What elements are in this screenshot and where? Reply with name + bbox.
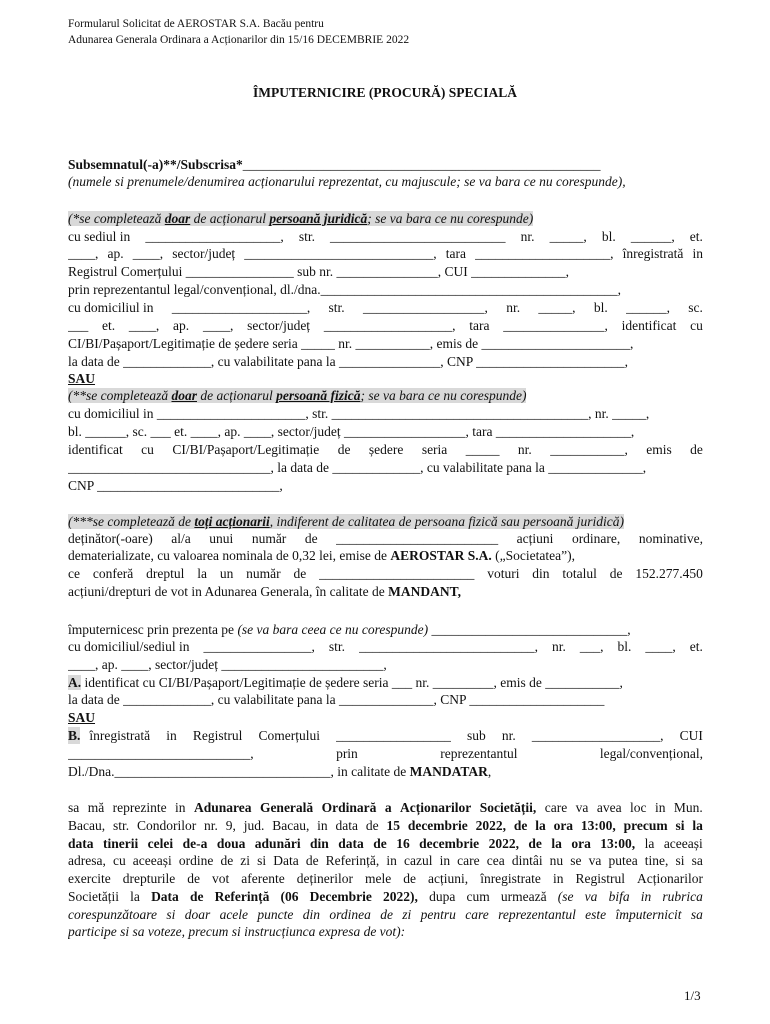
word: mele: [365, 871, 392, 886]
word: va: [584, 889, 598, 904]
word: la: [535, 818, 546, 833]
word: ____________________,: [145, 229, 284, 244]
word: deținător(-oare): [68, 531, 153, 546]
word: de: [373, 836, 387, 851]
word: et.: [689, 639, 703, 654]
word: jud.: [243, 818, 265, 833]
page-number: 1/3: [684, 988, 701, 1003]
word: urmează: [500, 889, 547, 904]
word: nr.: [501, 728, 516, 743]
word: cu domiciliul/sediul in: [68, 639, 190, 654]
word: aferente: [241, 871, 285, 886]
body-line-5: [68, 870, 703, 887]
word: de: [609, 566, 623, 581]
word: adresa,: [68, 853, 106, 868]
word: de: [337, 442, 351, 457]
word: Bacau,: [272, 818, 310, 833]
word: 2022),: [383, 889, 418, 904]
word: împuternicit: [615, 907, 682, 922]
word: aceeași: [132, 853, 172, 868]
word: corespunzătoare: [68, 907, 157, 922]
word: Decembrie: [309, 889, 372, 904]
fizica-line-1: cu domiciliul in ______________________, str. ______________________________________, nr. _____,: [68, 406, 650, 421]
word: 16: [396, 836, 410, 851]
word: str.: [328, 639, 346, 654]
word: ____,: [68, 246, 99, 261]
word: nominative,: [638, 531, 703, 546]
word: CI/BI/Pașaport/Legitimație: [172, 442, 320, 457]
toti-l4-mandant: MANDANT,: [388, 584, 461, 599]
word: de: [189, 889, 204, 904]
word: reprezinte: [112, 800, 167, 815]
word: Referință: [214, 889, 270, 904]
word: Mun.: [673, 800, 703, 815]
word: la: [197, 566, 207, 581]
word: nr.: [517, 442, 532, 457]
word: conferă: [92, 566, 134, 581]
word: înregistrată: [622, 246, 684, 261]
word: înregistrată: [89, 728, 151, 743]
word: cu sediul in: [68, 229, 131, 244]
word: nu: [549, 853, 564, 868]
word: sa: [690, 907, 703, 922]
word: ce: [68, 566, 80, 581]
word: (se: [557, 889, 574, 904]
word: _________________: [336, 728, 451, 743]
word: de: [528, 836, 542, 851]
word: dreptul: [146, 566, 185, 581]
word: voturi: [487, 566, 520, 581]
word: ___: [68, 318, 89, 333]
word: ordinea: [329, 907, 371, 922]
word: va: [575, 800, 589, 815]
word: ora: [553, 818, 574, 833]
word: si: [675, 818, 685, 833]
word: pentru: [420, 907, 456, 922]
body-line-7: [68, 906, 703, 923]
word: cum: [466, 889, 490, 904]
word: bl.: [617, 639, 632, 654]
juridica-line-5: [68, 299, 703, 316]
word: tine,: [644, 853, 669, 868]
word: puncte: [257, 907, 294, 922]
word: zi: [240, 853, 251, 868]
juridica-line-2: [68, 245, 703, 262]
body-line-8: participe si sa voteze, precum si instrucțiunca expresa de vot):: [68, 924, 406, 939]
word: in: [654, 800, 666, 815]
mandatar-l1-a: împuternicesc prin prezenta pe: [68, 622, 238, 637]
word: seria: [421, 442, 448, 457]
word: tara: [445, 246, 467, 261]
word: ___________________,: [323, 318, 456, 333]
juridica-line-6: [68, 317, 703, 334]
word: cu: [112, 853, 126, 868]
word: tara: [469, 318, 490, 333]
word: cazul: [403, 853, 433, 868]
toti-l2-company: AEROSTAR S.A.: [390, 548, 492, 563]
word: et.: [102, 318, 116, 333]
word: acele: [219, 907, 249, 922]
mandatar-line-4: [68, 674, 703, 691]
word: Data: [273, 853, 299, 868]
word: ____,: [202, 318, 234, 333]
word: prin: [336, 746, 358, 761]
word: înregistrate: [480, 871, 541, 886]
juridica-line-1: [68, 228, 703, 245]
word: de: [304, 531, 318, 546]
word: doua: [216, 836, 246, 851]
word: tinerii: [102, 836, 139, 851]
word: Societății,: [479, 800, 537, 815]
toti-note: [68, 513, 703, 530]
word: acțiuni: [516, 531, 554, 546]
word: ___________________________,: [68, 746, 254, 761]
word: număr: [251, 531, 287, 546]
word: sa: [68, 800, 80, 815]
sau-1: SAU: [68, 371, 96, 386]
word: Data: [151, 889, 179, 904]
juridica-line-4: prin reprezentantul legal/convențional, dl./dna.____________________________________________,: [68, 282, 622, 297]
juridica-note-a: (*se completează: [68, 211, 165, 226]
toti-line-3: [68, 565, 703, 582]
word: emis: [646, 442, 672, 457]
word: nr.: [204, 818, 218, 833]
word: la: [692, 818, 703, 833]
mandatar-l6-words: [89, 727, 703, 744]
word: in: [692, 246, 703, 261]
word: din: [302, 907, 320, 922]
word: drepturile: [122, 871, 176, 886]
word: cu domiciliul in: [68, 300, 154, 315]
toti-line-2: [68, 547, 703, 564]
word: si: [675, 853, 685, 868]
header-line-1: Formularul Solicitat de AEROSTAR S.A. Bacău pentru: [68, 18, 324, 30]
word: ___________________,: [531, 728, 664, 743]
fizica-note: [68, 387, 703, 404]
juridica-line-3: Registrul Comerțului ________________ sub nr. _______________, CUI ______________,: [68, 264, 569, 279]
word: reprezentantul: [440, 746, 518, 761]
word: ________________________: [336, 531, 499, 546]
word: in: [166, 728, 177, 743]
toti-l2-c: („Societatea”),: [491, 548, 575, 563]
word: ordine: [178, 853, 214, 868]
word: sa: [691, 853, 703, 868]
word: 2022,: [488, 836, 519, 851]
word: din: [532, 566, 550, 581]
word: 9,: [225, 818, 236, 833]
word: sector/județ: [247, 318, 311, 333]
word: aceeași: [663, 836, 703, 851]
mandatar-line-5: la data de _____________, cu valabilitate pana la ______________, CNP ____________________: [68, 692, 605, 707]
subsemnatul-line: [68, 156, 703, 173]
mandatar-l8-c: ,: [487, 764, 492, 779]
word: in: [317, 818, 328, 833]
body-line-1: [68, 799, 703, 816]
word: la: [644, 836, 655, 851]
word: ____,: [645, 639, 676, 654]
body-line-4: [68, 852, 703, 869]
word: nr.: [551, 639, 566, 654]
word: mă: [87, 800, 105, 815]
word: un: [219, 566, 234, 581]
mandatar-line-2: [68, 638, 703, 655]
toti-note-toti: toți acționarii: [194, 514, 270, 529]
word: la: [130, 889, 140, 904]
word: _____: [465, 442, 500, 457]
fizica-line-3: [68, 441, 703, 458]
word: Acționarilor: [636, 871, 703, 886]
word: Acționarilor: [400, 800, 472, 815]
fizica-note-b: de acționarul: [197, 388, 277, 403]
mandatar-l8-a: Dl./Dna.________________________________, in calitate de: [68, 764, 410, 779]
fizica-line-2: bl. ______, sc. ___ et. ____, ap. ____, sector/județ __________________, tara ____________________,: [68, 424, 635, 439]
mandatar-line-8: [68, 763, 703, 780]
toti-line-1: [68, 530, 703, 547]
word: de: [365, 818, 379, 833]
word: este: [585, 907, 607, 922]
juridica-line-7: CI/BI/Pașaport/Legitimație de ședere seria _____ nr. ___________, emis de ______________________,: [68, 336, 634, 351]
word: _____,: [538, 300, 576, 315]
word: 152.277.450: [635, 566, 703, 581]
word: de: [513, 818, 528, 833]
toti-note-b: , indiferent de calitatea de persoana fizică sau persoană juridică): [269, 514, 624, 529]
word: decembrie: [419, 836, 480, 851]
word: in: [640, 889, 652, 904]
word: al/a: [171, 531, 191, 546]
mandatar-l4-b: identificat cu CI/BI/Pașaport/Legitimație de ședere seria ___ nr. _________, emis de ___________,: [81, 675, 623, 690]
word: __________________________: [330, 229, 506, 244]
word: rubrica: [662, 889, 703, 904]
word: reprezentantul: [498, 907, 576, 922]
word: si: [166, 907, 176, 922]
word: putea: [608, 853, 638, 868]
word: legal/convențional,: [599, 746, 703, 761]
fizica-line-5: CNP ___________________________,: [68, 478, 283, 493]
word: loc: [630, 800, 647, 815]
sau-2: SAU: [68, 710, 96, 725]
word: 13:00,: [600, 836, 636, 851]
word: nr.: [520, 229, 535, 244]
word: Bacau,: [68, 818, 106, 833]
word: _______________,: [503, 318, 608, 333]
word: de: [187, 871, 200, 886]
juridica-note-doar: doar: [164, 211, 191, 226]
word: str.: [328, 300, 345, 315]
mandatar-line-1: [68, 621, 703, 638]
word: sub: [467, 728, 486, 743]
word: dintâi: [511, 853, 543, 868]
word: Societății: [68, 889, 119, 904]
word: in: [386, 853, 397, 868]
word: ___________,: [550, 442, 628, 457]
word: cea: [486, 853, 505, 868]
word: (06: [280, 889, 299, 904]
word: de: [305, 853, 319, 868]
word: __________________,: [363, 300, 488, 315]
body-line-2: [68, 817, 703, 834]
word: care: [544, 800, 568, 815]
word: str.: [298, 229, 315, 244]
word: in: [175, 800, 186, 815]
word: de-a: [182, 836, 208, 851]
word: ap.: [173, 318, 190, 333]
word: Condorilor: [136, 818, 197, 833]
word: ordinare,: [571, 531, 621, 546]
fizica-note-a: (**se completează: [68, 388, 172, 403]
word: bifa: [608, 889, 630, 904]
word: Generală: [259, 800, 314, 815]
fizica-line-4: ______________________________, la data de _____________, cu valabilitate pana la ______________,: [68, 460, 647, 475]
juridica-note: [68, 210, 703, 227]
word: ap.: [107, 246, 124, 261]
mandatar-line-3: ____, ap. ____, sector/județ ________________________,: [68, 657, 387, 672]
word: exercite: [68, 871, 111, 886]
word: ______,: [626, 300, 670, 315]
word: ___,: [579, 639, 604, 654]
word: a: [384, 800, 392, 815]
word: cu: [690, 318, 703, 333]
word: data: [68, 836, 94, 851]
toti-line-4: [68, 583, 703, 600]
word: deținerilor: [296, 871, 353, 886]
fizica-note-c: ; se va bara ce nu corespunde): [360, 388, 527, 403]
juridica-note-pj: persoană juridică: [269, 211, 368, 226]
toti-note-a: (***se completează de: [68, 514, 195, 529]
word: Adunarea: [193, 800, 252, 815]
word: de: [690, 442, 703, 457]
word: _______________________: [319, 566, 475, 581]
word: ____,: [132, 246, 164, 261]
word: Registrul: [192, 728, 243, 743]
word: ____,: [128, 318, 160, 333]
mandatar-l1-b: (se va bara ceea ce nu corespunde): [237, 622, 429, 637]
option-b-label: B.: [68, 728, 81, 743]
word: decembrie: [407, 818, 468, 833]
word: zi: [402, 907, 412, 922]
toti-l4-a: acțiuni/drepturi de vot in Adunarea Generala, în calitate de: [68, 584, 389, 599]
word: in: [552, 871, 564, 886]
word: 13:00,: [580, 818, 616, 833]
body-line-3: [68, 835, 703, 852]
word: la: [551, 836, 562, 851]
word: se: [570, 853, 582, 868]
word: __________________________,: [359, 639, 538, 654]
word: ____________________________,: [244, 246, 437, 261]
word: 2022,: [475, 818, 507, 833]
word: din: [310, 836, 329, 851]
word: nr.: [506, 300, 521, 315]
word: identificat: [68, 442, 123, 457]
word: avea: [596, 800, 622, 815]
toti-l2-a: dematerializate, cu valoarea nominala de 0,32 lei, emise de: [68, 548, 391, 563]
word: _____,: [549, 229, 587, 244]
word: de: [403, 871, 417, 886]
word: ______,: [630, 229, 675, 244]
fizica-note-pf: persoană fizică: [276, 388, 361, 403]
word: ____________________,: [171, 300, 311, 315]
word: va: [588, 853, 602, 868]
word: care: [457, 853, 480, 868]
juridica-line-8: la data de _____________, cu valabilitate pana la _______________, CNP ______________________,: [68, 354, 629, 369]
word: data: [338, 836, 364, 851]
word: str.: [112, 818, 130, 833]
word: de: [380, 907, 393, 922]
word: et.: [689, 229, 703, 244]
subsemnatul-blank: _____________________________________________________: [242, 157, 601, 172]
document-title: ÎMPUTERNICIRE (PROCURĂ) SPECIALĂ: [252, 85, 517, 100]
word: 15: [386, 818, 400, 833]
word: in: [439, 853, 451, 868]
word: celei: [147, 836, 174, 851]
word: identificat: [621, 318, 677, 333]
word: acțiuni,: [428, 871, 469, 886]
word: vot: [212, 871, 230, 886]
mandatar-l1-c: _____________________________,: [428, 622, 631, 637]
option-a-label: A.: [68, 675, 82, 690]
word: CUI: [679, 728, 703, 743]
juridica-note-c: ; se va bara ce nu corespunde): [367, 211, 534, 226]
word: data: [335, 818, 359, 833]
word: ____________________,: [475, 246, 614, 261]
subsemnatul-label: Subsemnatul(-a)**/Subscrisa*: [68, 157, 243, 172]
word: totalul: [562, 566, 597, 581]
word: sector/județ: [172, 246, 236, 261]
fizica-note-doar: doar: [171, 388, 197, 403]
word: bl.: [601, 229, 616, 244]
word: dupa: [429, 889, 456, 904]
header-line-2: Adunarea Generala Ordinara a Acționarilor din 15/16 DECEMBRIE 2022: [68, 34, 410, 46]
word: ________________,: [203, 639, 315, 654]
word: adunări: [254, 836, 301, 851]
word: de: [293, 566, 307, 581]
word: si: [257, 853, 267, 868]
word: doar: [184, 907, 211, 922]
word: ședere: [368, 442, 404, 457]
word: cu: [141, 442, 154, 457]
word: Comerțului: [258, 728, 321, 743]
word: număr: [246, 566, 281, 581]
word: Registrul: [575, 871, 625, 886]
mandatar-l8-mandatar: MANDATAR: [409, 764, 488, 779]
word: care: [465, 907, 489, 922]
word: precum: [623, 818, 668, 833]
word: unui: [209, 531, 234, 546]
mandatar-line-7: [68, 745, 703, 762]
word: ora: [571, 836, 591, 851]
juridica-note-b: de acționarul: [190, 211, 270, 226]
word: Referință,: [325, 853, 380, 868]
word: bl.: [593, 300, 608, 315]
mandatar-line-6: [68, 727, 703, 744]
word: de: [220, 853, 234, 868]
subsemnatul-note: (numele si prenumele/denumirea acționarului reprezentat, cu majuscule; se va bara ce nu corespunde),: [68, 174, 626, 189]
word: Ordinară: [321, 800, 377, 815]
body-line-6: [68, 888, 703, 905]
word: sc.: [688, 300, 703, 315]
